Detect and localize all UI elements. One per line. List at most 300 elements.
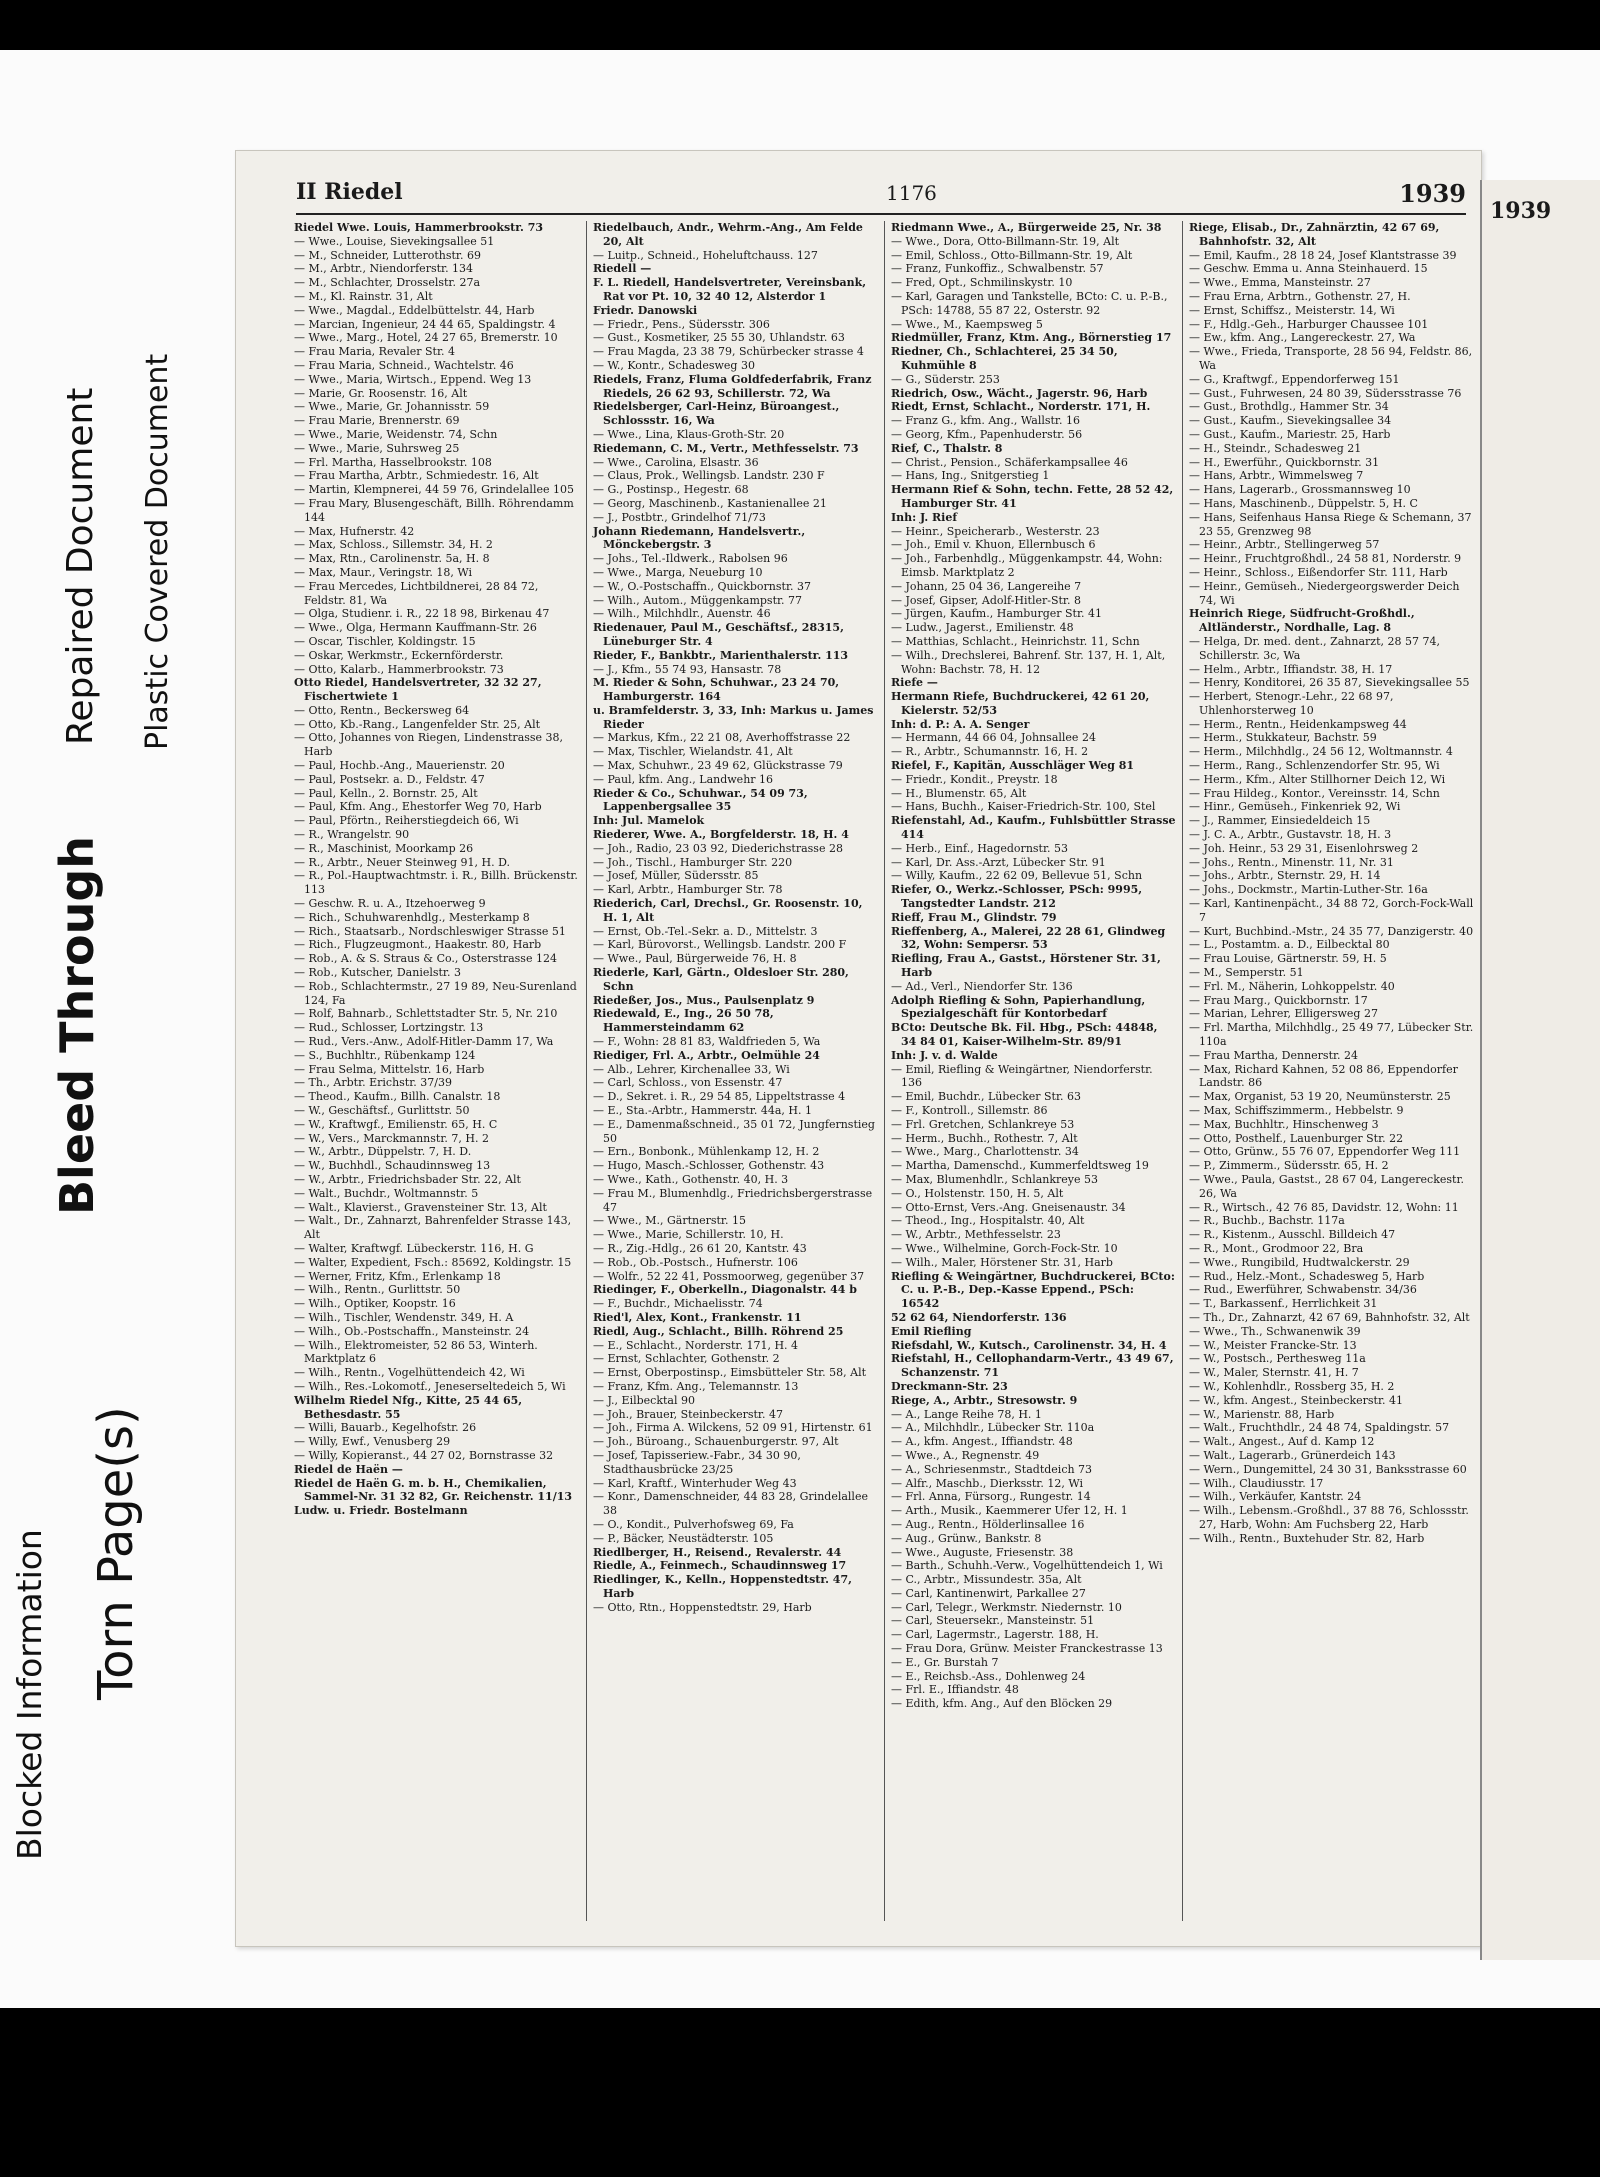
directory-entry: — Matthias, Schlacht., Heinrichstr. 11, Schn xyxy=(891,634,1140,648)
directory-entry: — A., Lange Reihe 78, H. 1 xyxy=(891,1407,1042,1421)
directory-entry: — M., Schneider, Lutterothstr. 69 xyxy=(294,248,481,262)
directory-entry: Riedlberger, H., Reisend., Revalerstr. 44 xyxy=(593,1545,842,1559)
directory-entry: — Paul, Kelln., 2. Bornstr. 25, Alt xyxy=(294,786,478,800)
directory-entry: — J., Kfm., 55 74 93, Hansastr. 78 xyxy=(593,662,782,676)
directory-entry: — Wwe., Marie, Gr. Johannisstr. 59 xyxy=(294,400,490,414)
directory-entry: Friedr. Danowski xyxy=(593,303,698,317)
directory-entry: — Rich., Staatsarb., Nordschleswiger Strasse 51 xyxy=(294,924,566,938)
directory-entry: — P., Zimmerm., Südersstr. 65, H. 2 xyxy=(1189,1159,1389,1173)
directory-entry: — W., Postsch., Perthesweg 11a xyxy=(1189,1352,1366,1366)
directory-entry: — R., Buchb., Bachstr. 117a xyxy=(1189,1214,1345,1228)
directory-entry: — Wwe., Marie, Suhrsweg 25 xyxy=(294,441,460,455)
label-repaired-document: Repaired Document xyxy=(60,387,101,745)
directory-entry: Inh: J. Rief xyxy=(891,510,958,524)
directory-entry: — Hans, Buchh., Kaiser-Friedrich-Str. 100, Stel xyxy=(891,800,1156,814)
directory-entry: Hermann Riefe, Buchdruckerei, 42 61 20, Kielerstr. 52/53 xyxy=(891,690,1150,717)
directory-entry: — Wwe., Marg., Hotel, 24 27 65, Bremerstr. 10 xyxy=(294,331,558,345)
directory-entry: — F., Buchdr., Michaelisstr. 74 xyxy=(593,1297,763,1311)
directory-entry: Riege, Elisab., Dr., Zahnärztin, 42 67 69, Bahnhofstr. 32, Alt xyxy=(1189,221,1440,248)
directory-entry: — Ern., Bonbonk., Mühlenkamp 12, H. 2 xyxy=(593,1145,820,1159)
directory-entry: Johann Riedemann, Handelsvertr., Mönckebergstr. 3 xyxy=(593,524,806,552)
directory-entry: — Oscar, Tischler, Koldingstr. 15 xyxy=(294,634,476,648)
directory-entry: — Frau Mary, Blusengeschäft, Billh. Röhrendamm 144 xyxy=(294,496,574,524)
directory-entry: Riedelsberger, Carl-Heinz, Büroangest., Schlossstr. 16, Wa xyxy=(593,400,840,428)
directory-entry: — Rud., Vers.-Anw., Adolf-Hitler-Damm 17, Wa xyxy=(294,1035,554,1049)
directory-entry: — Hermann, 44 66 04, Johnsallee 24 xyxy=(891,731,1096,745)
directory-entry: — Wwe., Magdal., Eddelbüttelstr. 44, Harb xyxy=(294,303,535,317)
directory-entry: — Frl. Anna, Fürsorg., Rungestr. 14 xyxy=(891,1490,1091,1504)
directory-entry: — Herm., Buchh., Rothestr. 7, Alt xyxy=(891,1131,1078,1145)
directory-entry: — Herm., Milchhdlg., 24 56 12, Woltmannstr. 4 xyxy=(1189,745,1453,759)
directory-entry: — Wwe., Maria, Wirtsch., Eppend. Weg 13 xyxy=(294,372,532,386)
directory-entry: — G., Süderstr. 253 xyxy=(891,372,1000,386)
directory-entry: — R., Mont., Grodmoor 22, Bra xyxy=(1189,1241,1364,1255)
directory-entry: — Max, Schiffszimmerm., Hebbelstr. 9 xyxy=(1189,1104,1404,1117)
directory-entry: — Josef, Gipser, Adolf-Hitler-Str. 8 xyxy=(891,593,1081,607)
directory-entry: — Rich., Flugzeugmont., Haakestr. 80, Harb xyxy=(294,938,542,952)
directory-entry: — Franz, Kfm. Ang., Telemannstr. 13 xyxy=(593,1379,799,1393)
directory-entry: — W., Maler, Sternstr. 41, H. 7 xyxy=(1189,1366,1359,1380)
directory-entry: Ludw. u. Friedr. Bostelmann xyxy=(294,1504,468,1518)
directory-entry: — Wilh., Rentn., Buxtehuder Str. 82, Harb xyxy=(1189,1531,1425,1545)
directory-entry: — W., Marienstr. 88, Harb xyxy=(1189,1407,1335,1421)
directory-entry: Riedrich, Osw., Wächt., Jagerstr. 96, Harb xyxy=(891,386,1148,400)
directory-entry: — Max, Tischler, Wielandstr. 41, Alt xyxy=(593,745,793,759)
column-4 xyxy=(1182,221,1474,1921)
directory-entry: — Wwe., Marg., Charlottenstr. 34 xyxy=(891,1145,1079,1159)
directory-entry: — Carl, Telegr., Werkmstr. Niedernstr. 10 xyxy=(891,1600,1122,1614)
directory-entry: — Herm., Stukkateur, Bachstr. 59 xyxy=(1189,731,1377,745)
directory-entry: — Karl, Garagen und Tankstelle, BCto: C. u. P.-B., PSch: 14788, 55 87 22, Osterstr. 92 xyxy=(891,289,1168,317)
directory-entry: Riederich, Carl, Drechsl., Gr. Roosenstr. 10, H. 1, Alt xyxy=(593,897,863,924)
directory-entry: — W., Meister Francke-Str. 13 xyxy=(1189,1338,1357,1352)
directory-entry: Emil Riefling xyxy=(891,1324,972,1338)
directory-entry: — Emil, Schloss., Otto-Billmann-Str. 19, Alt xyxy=(891,248,1133,262)
label-blocked-information: Blocked Information xyxy=(10,1529,49,1860)
directory-entry: — Kurt, Buchbind.-Mstr., 24 35 77, Danzigerstr. 40 xyxy=(1189,924,1474,938)
directory-entry: — Max, Blumenhdlr., Schlankreye 53 xyxy=(891,1172,1099,1186)
directory-entry: — Alb., Lehrer, Kirchenallee 33, Wi xyxy=(593,1062,790,1076)
directory-entry: — M., Kl. Rainstr. 31, Alt xyxy=(294,289,433,303)
directory-entry: — Jürgen, Kaufm., Hamburger Str. 41 xyxy=(891,607,1102,621)
directory-entry: — Werner, Fritz, Kfm., Erlenkamp 18 xyxy=(294,1269,501,1283)
directory-entry: — Joh., Radio, 23 03 92, Diederichstrasse 28 xyxy=(593,841,843,855)
directory-entry: — Herb., Einf., Hagedornstr. 53 xyxy=(891,841,1069,855)
directory-entry: — E., Schlacht., Norderstr. 171, H. 4 xyxy=(593,1338,799,1352)
directory-entry: — Walt., Dr., Zahnarzt, Bahrenfelder Strasse 143, Alt xyxy=(294,1214,572,1242)
directory-entry: Riefenstahl, Ad., Kaufm., Fuhlsbüttler Strasse 414 xyxy=(891,814,1176,842)
directory-entry: — Willi, Bauarb., Kegelhofstr. 26 xyxy=(294,1421,477,1435)
directory-entry: Riedemann, C. M., Vertr., Methfesselstr. 73 xyxy=(593,441,859,455)
directory-entry: — A., Milchhdlr., Lübecker Str. 110a xyxy=(891,1421,1095,1435)
directory-entry: — Joh., Büroang., Schauenburgerstr. 97, Alt xyxy=(593,1435,839,1449)
directory-entry: Riediger, Frl. A., Arbtr., Oelmühle 24 xyxy=(593,1048,820,1062)
directory-entry: — Walt., Fruchthdlr., 24 48 74, Spaldingstr. 57 xyxy=(1189,1421,1450,1435)
directory-entry: — Josef, Tapisseriew.-Fabr., 34 30 90, Stadthausbrücke 23/25 xyxy=(593,1448,801,1476)
directory-entry: — Frau Louise, Gärtnerstr. 59, H. 5 xyxy=(1189,952,1387,966)
directory-entry: — Olga, Studienr. i. R., 22 18 98, Birkenau 47 xyxy=(294,607,550,621)
directory-entry: — Marie, Gr. Roosenstr. 16, Alt xyxy=(294,386,468,400)
directory-entry: Ried'l, Alex, Kont., Frankenstr. 11 xyxy=(593,1310,802,1324)
directory-entry: — Ernst, Ob.-Tel.-Sekr. a. D., Mittelstr. 3 xyxy=(593,924,818,938)
directory-entry: — Frl. Martha, Hasselbrookstr. 108 xyxy=(294,455,492,469)
directory-entry: — Alfr., Maschb., Dierksstr. 12, Wi xyxy=(891,1476,1083,1490)
directory-entry: Rieffenberg, A., Malerei, 22 28 61, Glindweg 32, Wohn: Sempersr. 53 xyxy=(891,924,1166,952)
directory-entry: — Wolfr., 52 22 41, Possmoorweg, gegenüber 37 xyxy=(593,1269,865,1283)
directory-entry: — L., Postamtm. a. D., Eilbecktal 80 xyxy=(1189,938,1390,952)
directory-entry: — W., Geschäftsf., Gurlittstr. 50 xyxy=(294,1104,470,1117)
directory-entry: — Carl, Kantinenwirt, Parkallee 27 xyxy=(891,1586,1086,1600)
directory-entry: Riedell — xyxy=(593,262,652,276)
directory-entry: F. L. Riedell, Handelsvertreter, Vereinsbank, Rat vor Pt. 10, 32 40 12, Alsterdor 1 xyxy=(593,276,867,303)
directory-entry: — Joh., Emil v. Khuon, Ellernbusch 6 xyxy=(891,538,1096,552)
directory-entry: — Wwe., Carolina, Elsastr. 36 xyxy=(593,455,759,469)
adjacent-page-edge xyxy=(1480,180,1600,1960)
directory-entry: — R., Pol.-Hauptwachtmstr. i. R., Billh. Brückenstr. 113 xyxy=(294,869,578,897)
directory-entry: — Johs., Dockmstr., Martin-Luther-Str. 16a xyxy=(1189,883,1428,897)
scan-top-border xyxy=(0,0,1600,50)
directory-entry: — F., Wohn: 28 81 83, Waldfrieden 5, Wa xyxy=(593,1035,821,1049)
directory-entry: — Herm., Kfm., Alter Stillhorner Deich 12, Wi xyxy=(1189,772,1446,786)
directory-entry: — Max, Buchhltr., Hinschenweg 3 xyxy=(1189,1117,1379,1131)
directory-entry: — W., Kontr., Schadesweg 30 xyxy=(593,358,755,372)
directory-entry: — Heinr., Arbtr., Stellingerweg 57 xyxy=(1189,538,1380,552)
directory-entry: — Wwe., Wilhelmine, Gorch-Fock-Str. 10 xyxy=(891,1241,1118,1255)
directory-entry: — M., Arbtr., Niendorferstr. 134 xyxy=(294,262,474,276)
directory-entry: — Paul, Hochb.-Ang., Mauerienstr. 20 xyxy=(294,759,505,773)
directory-entry: Rief, C., Thalstr. 8 xyxy=(891,441,1003,455)
directory-entry: Wilhelm Riedel Nfg., Kitte, 25 44 65, Bethesdastr. 55 xyxy=(294,1393,523,1421)
directory-entry: — M., Schlachter, Drosselstr. 27a xyxy=(294,276,481,290)
directory-entry: — R., Maschinist, Moorkamp 26 xyxy=(294,841,474,855)
directory-entry: — Wilh., Res.-Lokomotf., Jeneserseltedeich 5, Wi xyxy=(294,1379,566,1393)
directory-entry: — Joh., Tischl., Hamburger Str. 220 xyxy=(593,855,793,869)
directory-entry: Rieff, Frau M., Glindstr. 79 xyxy=(891,910,1057,924)
directory-entry: Riefling, Frau A., Gastst., Hörstener Str. 31, Harb xyxy=(891,952,1161,980)
directory-entry: — Willy, Ewf., Venusberg 29 xyxy=(294,1435,451,1449)
header-year: 1939 xyxy=(1399,179,1466,208)
directory-entry: — Konr., Damenschneider, 44 83 28, Grindelallee 38 xyxy=(593,1490,868,1518)
directory-entry: u. Bramfelderstr. 3, 33, Inh: Markus u. James Rieder xyxy=(593,703,874,731)
directory-entry: Adolph Riefling & Sohn, Papierhandlung, Spezialgeschäft für Kontorbedarf xyxy=(891,993,1146,1021)
directory-entry: — W., Kraftwgf., Emilienstr. 65, H. C xyxy=(294,1117,498,1131)
directory-entry: — Gust., Kosmetiker, 25 55 30, Uhlandstr. 63 xyxy=(593,331,845,345)
directory-entry: — Johs., Tel.-Ildwerk., Rabolsen 96 xyxy=(593,552,788,566)
directory-entry: — S., Buchhltr., Rübenkamp 124 xyxy=(294,1048,476,1062)
directory-entry: — Frau Martha, Dennerstr. 24 xyxy=(1189,1048,1359,1062)
directory-entry: — Wwe., Lina, Klaus-Groth-Str. 20 xyxy=(593,427,785,441)
directory-entry: Riedel Wwe. Louis, Hammerbrookstr. 73 xyxy=(294,221,543,234)
directory-entry: — Wwe., Kath., Gothenstr. 40, H. 3 xyxy=(593,1172,789,1186)
directory-entry: — Oskar, Werkmstr., Eckernförderstr. xyxy=(294,648,504,662)
directory-entry: Riederer, Wwe. A., Borgfelderstr. 18, H. 4 xyxy=(593,828,849,842)
directory-entry: — Joh., Brauer, Steinbeckerstr. 47 xyxy=(593,1407,783,1421)
directory-entry: — Aug., Rentn., Hölderlinsallee 16 xyxy=(891,1517,1085,1531)
directory-entry: — Luitp., Schneid., Hoheluftchauss. 127 xyxy=(593,248,818,262)
directory-entry: — Max, Schuhwr., 23 49 62, Glückstrasse 79 xyxy=(593,759,843,773)
directory-entry: — Carl, Lagermstr., Lagerstr. 188, H. xyxy=(891,1628,1099,1642)
directory-entry: — Ernst, Schiffsz., Meisterstr. 14, Wi xyxy=(1189,303,1395,317)
directory-entry: Riefer, O., Werkz.-Schlosser, PSch: 9995, Tangstedter Landstr. 212 xyxy=(891,883,1143,911)
directory-entry: — Herm., Rang., Schlenzendorfer Str. 95, Wi xyxy=(1189,759,1440,773)
directory-entry: — Rob., A. & S. Straus & Co., Osterstrasse 124 xyxy=(294,952,557,966)
directory-entry: Inh: Jul. Mamelok xyxy=(593,814,705,828)
directory-entry: — Max, Hufnerstr. 42 xyxy=(294,524,415,538)
directory-entry: — Frau Hildeg., Kontor., Vereinsstr. 14, Schn xyxy=(1189,786,1440,800)
directory-entry: Riefe — xyxy=(891,676,938,690)
column-2 xyxy=(586,221,878,1921)
directory-entry: — Gust., Fuhrwesen, 24 80 39, Südersstrasse 76 xyxy=(1189,386,1462,400)
directory-entry: Riedel de Haën G. m. b. H., Chemikalien, Sammel-Nr. 31 32 82, Gr. Reichenstr. 11/13 xyxy=(294,1476,573,1504)
directory-entry: Dreckmann-Str. 23 xyxy=(891,1379,1008,1393)
directory-entry: BCto: Deutsche Bk. Fil. Hbg., PSch: 44848, 34 84 01, Kaiser-Wilhelm-Str. 89/91 xyxy=(891,1021,1158,1049)
directory-entry: — Ew., kfm. Ang., Langereckestr. 27, Wa xyxy=(1189,331,1416,345)
directory-entry: — Rolf, Bahnarb., Schlettstadter Str. 5, Nr. 210 xyxy=(294,1007,558,1021)
directory-entry: — Marian, Lehrer, Elligersweg 27 xyxy=(1189,1007,1378,1021)
directory-entry: — Hugo, Masch.-Schlosser, Gothenstr. 43 xyxy=(593,1159,825,1173)
directory-entry: — Rich., Schuhwarenhdlg., Mesterkamp 8 xyxy=(294,910,530,924)
directory-entry: Hermann Rief & Sohn, techn. Fette, 28 52 42, Hamburger Str. 41 xyxy=(891,483,1174,510)
directory-entry: Riedenauer, Paul M., Geschäftsf., 28315, Lüneburger Str. 4 xyxy=(593,621,844,648)
directory-entry: — Ernst, Oberpostinsp., Eimsbütteler Str. 58, Alt xyxy=(593,1366,867,1380)
directory-entry: — Otto, Kalarb., Hammerbrookstr. 73 xyxy=(294,662,504,676)
directory-entry: — Johs., Arbtr., Sternstr. 29, H. 14 xyxy=(1189,869,1381,883)
directory-entry: — W., Arbtr., Düppelstr. 7, H. D. xyxy=(294,1145,472,1159)
directory-entry: — Frau Maria, Revaler Str. 4 xyxy=(294,345,456,359)
directory-entry: — Walter, Expedient, Fsch.: 85692, Koldingstr. 15 xyxy=(294,1255,572,1269)
directory-entry: — Christ., Pension., Schäferkampsallee 46 xyxy=(891,455,1128,469)
directory-entry: — Hans, Seifenhaus Hansa Riege & Schemann, 37 23 55, Grenzweg 98 xyxy=(1189,510,1472,538)
directory-entry: — Wern., Dungemittel, 24 30 31, Banksstrasse 60 xyxy=(1189,1462,1467,1476)
directory-entry: — E., Reichsb.-Ass., Dohlenweg 24 xyxy=(891,1669,1086,1683)
directory-entry: — Markus, Kfm., 22 21 08, Averhoffstrasse 22 xyxy=(593,731,851,745)
directory-entry: — Wwe., Paula, Gastst., 28 67 04, Langereckestr. 26, Wa xyxy=(1189,1172,1464,1200)
page-number: 1176 xyxy=(886,181,937,205)
directory-entry: — Wilh., Verkäufer, Kantstr. 24 xyxy=(1189,1490,1362,1504)
directory-entry: — Paul, kfm. Ang., Landwehr 16 xyxy=(593,772,774,786)
directory-entry: — R., Arbtr., Schumannstr. 16, H. 2 xyxy=(891,745,1089,759)
directory-entry: Otto Riedel, Handelsvertreter, 32 32 27, Fischertwiete 1 xyxy=(294,676,542,704)
directory-entry: — Franz, Funkoffiz., Schwalbenstr. 57 xyxy=(891,262,1104,276)
directory-entry: — J., Postbtr., Grindelhof 71/73 xyxy=(593,510,766,524)
directory-entry: — Wwe., A., Regnenstr. 49 xyxy=(891,1448,1040,1462)
directory-entry: — Heinr., Schloss., Eißendorfer Str. 111, Harb xyxy=(1189,565,1448,579)
directory-entry: — Frau Maria, Schneid., Wachtelstr. 46 xyxy=(294,358,514,372)
directory-entry: — Frau M., Blumenhdlg., Friedrichsbergerstrasse 47 xyxy=(593,1186,873,1214)
directory-entry: — Otto-Ernst, Vers.-Ang. Gneisenaustr. 34 xyxy=(891,1200,1126,1214)
directory-entry: — W., kfm. Angest., Steinbeckerstr. 41 xyxy=(1189,1393,1403,1407)
directory-entry: — W., Vers., Marckmannstr. 7, H. 2 xyxy=(294,1131,489,1145)
directory-entry: — Wwe., Marga, Neueburg 10 xyxy=(593,565,763,579)
directory-entry: — Geschw. Emma u. Anna Steinhauerd. 15 xyxy=(1189,262,1428,276)
header-name: Riedel xyxy=(324,179,403,205)
directory-entry: Riedner, Ch., Schlachterei, 25 34 50, Kuhmühle 8 xyxy=(891,345,1118,372)
directory-entry: — Frau Selma, Mittelstr. 16, Harb xyxy=(294,1062,485,1076)
directory-page xyxy=(235,150,1482,1947)
directory-entry: Riedels, Franz, Fluma Goldfederfabrik, Franz Riedels, 26 62 93, Schillerstr. 72, Wa xyxy=(593,372,872,400)
directory-entry: — Walt., Klavierst., Gravensteiner Str. 13, Alt xyxy=(294,1200,547,1214)
directory-entry: — Frau Marie, Brennerstr. 69 xyxy=(294,414,460,428)
directory-entry: — A., Schriesenmstr., Stadtdeich 73 xyxy=(891,1462,1093,1476)
directory-entry: — Wwe., M., Gärtnerstr. 15 xyxy=(593,1214,746,1228)
directory-entry: — Theod., Kaufm., Billh. Canalstr. 18 xyxy=(294,1090,501,1104)
directory-entry: — R., Wirtsch., 42 76 85, Davidstr. 12, Wohn: 11 xyxy=(1189,1200,1459,1214)
directory-entry: — Rob., Kutscher, Danielstr. 3 xyxy=(294,966,461,980)
directory-entry: — Gust., Brothdlg., Hammer Str. 34 xyxy=(1189,400,1389,414)
directory-entry: — E., Sta.-Arbtr., Hammerstr. 44a, H. 1 xyxy=(593,1104,812,1117)
directory-entry: — Karl, Kraftf., Winterhuder Weg 43 xyxy=(593,1476,797,1490)
directory-entry: — Wwe., Frieda, Transporte, 28 56 94, Feldstr. 86, Wa xyxy=(1189,345,1473,372)
directory-entry: — Fred, Opt., Schmilinskystr. 10 xyxy=(891,276,1073,290)
directory-entry: — Otto, Posthelf., Lauenburger Str. 22 xyxy=(1189,1131,1404,1145)
condition-labels xyxy=(0,50,230,2008)
directory-entry: — Frau Marg., Quickbornstr. 17 xyxy=(1189,993,1368,1007)
directory-entry: Riefstahl, H., Cellophandarm-Vertr., 43 49 67, Schanzenstr. 71 xyxy=(891,1352,1174,1380)
directory-entry: Riedelbauch, Andr., Wehrm.-Ang., Am Felde 20, Alt xyxy=(593,221,863,248)
directory-entry: — M., Semperstr. 51 xyxy=(1189,966,1304,980)
directory-entry: — Walt., Buchdr., Woltmannstr. 5 xyxy=(294,1186,479,1200)
directory-entry: — Gust., Kaufm., Mariestr. 25, Harb xyxy=(1189,427,1391,441)
directory-entry: — Max, Rtn., Carolinenstr. 5a, H. 8 xyxy=(294,552,490,566)
directory-entry: — R., Zig.-Hdlg., 26 61 20, Kantstr. 43 xyxy=(593,1241,807,1255)
directory-entry: — W., Kohlenhdlr., Rossberg 35, H. 2 xyxy=(1189,1379,1395,1393)
directory-entry: — Johann, 25 04 36, Langereihe 7 xyxy=(891,579,1082,593)
label-plastic-covered-document: Plastic Covered Document xyxy=(140,353,175,750)
directory-entry: — Friedr., Kondit., Preystr. 18 xyxy=(891,772,1058,786)
directory-entry: — Wilh., Tischler, Wendenstr. 349, H. A xyxy=(294,1310,514,1324)
directory-entry: — Rud., Ewerführer, Schwabenstr. 34/36 xyxy=(1189,1283,1417,1297)
header-section-number: II xyxy=(296,179,317,205)
directory-entry: — Wwe., Th., Schwanenwik 39 xyxy=(1189,1324,1361,1338)
directory-entry: — Emil, Riefling & Weingärtner, Niendorferstr. 136 xyxy=(891,1062,1153,1090)
directory-entry: — Th., Arbtr. Erichstr. 37/39 xyxy=(294,1076,452,1090)
directory-entry: — Paul, Kfm. Ang., Ehestorfer Weg 70, Harb xyxy=(294,800,542,814)
column-3 xyxy=(884,221,1176,1921)
directory-entry: — F., Kontroll., Sillemstr. 86 xyxy=(891,1104,1048,1117)
directory-entry: Riege, A., Arbtr., Stresowstr. 9 xyxy=(891,1393,1078,1407)
column-1 xyxy=(294,221,579,1921)
directory-entry: — O., Kondit., Pulverhofsweg 69, Fa xyxy=(593,1517,794,1531)
directory-entry: — Joh., Firma A. Wilckens, 52 09 91, Hirtenstr. 61 xyxy=(593,1421,873,1435)
directory-entry: Riefling & Weingärtner, Buchdruckerei, BCto: C. u. P.-B., Dep.-Kasse Eppend., PSch: 16542 xyxy=(891,1269,1175,1311)
directory-entry: — R., Wrangelstr. 90 xyxy=(294,828,410,842)
directory-entry: Inh: J. v. d. Walde xyxy=(891,1048,998,1062)
directory-entry: — Frau Dora, Grünw. Meister Franckestrasse 13 xyxy=(891,1642,1163,1656)
directory-entry: — Wilh., Claudiusstr. 17 xyxy=(1189,1476,1324,1490)
directory-entry: — H., Steindr., Schadesweg 21 xyxy=(1189,441,1362,455)
directory-entry: — Helm., Arbtr., Iffiandstr. 38, H. 17 xyxy=(1189,662,1393,676)
directory-entry: — Wwe., Louise, Sievekingsallee 51 xyxy=(294,234,495,248)
label-bleed-through: Bleed Through xyxy=(50,835,104,1215)
directory-entry: — Wilh., Autom., Müggenkampstr. 77 xyxy=(593,593,803,607)
directory-entry: — Wilh., Maler, Hörstener Str. 31, Harb xyxy=(891,1255,1113,1269)
directory-entry: — Hans, Maschinenb., Düppelstr. 5, H. C xyxy=(1189,496,1418,510)
directory-entry: — Aug., Grünw., Bankstr. 8 xyxy=(891,1531,1042,1545)
directory-entry: — Joh. Heinr., 53 29 31, Eisenlohrsweg 2 xyxy=(1189,841,1419,855)
directory-entry: — Wilh., Optiker, Koopstr. 16 xyxy=(294,1297,456,1311)
directory-entry: — Max, Maur., Veringstr. 18, Wi xyxy=(294,565,473,579)
directory-entry: 52 62 64, Niendorferstr. 136 xyxy=(891,1310,1067,1324)
directory-entry: — Otto, Grünw., 55 76 07, Eppendorfer Weg 111 xyxy=(1189,1145,1461,1159)
directory-entry: — Wilh., Elektromeister, 52 86 53, Winterh. Marktplatz 6 xyxy=(294,1338,538,1366)
directory-entry: — Georg, Maschinenb., Kastanienallee 21 xyxy=(593,496,827,510)
directory-entry: — E., Damenmaßschneid., 35 01 72, Jungfernstieg 50 xyxy=(593,1117,875,1145)
directory-entry: — Martha, Damenschd., Kummerfeldtsweg 19 xyxy=(891,1159,1149,1173)
directory-entry: — P., Bäcker, Neustädterstr. 105 xyxy=(593,1531,774,1545)
directory-entry: Heinrich Riege, Südfrucht-Großhdl., Altländerstr., Nordhalle, Lag. 8 xyxy=(1189,607,1415,635)
directory-entry: — Frl. E., Iffiandstr. 48 xyxy=(891,1683,1019,1697)
directory-entry: Riedeßer, Jos., Mus., Paulsenplatz 9 xyxy=(593,993,815,1007)
directory-entry: — Wwe., Emma, Mansteinstr. 27 xyxy=(1189,276,1371,290)
directory-entry: Riedinger, F., Oberkelln., Diagonalstr. 44 b xyxy=(593,1283,857,1297)
directory-entry: — Th., Dr., Zahnarzt, 42 67 69, Bahnhofstr. 32, Alt xyxy=(1189,1310,1470,1324)
directory-entry: — Henry, Konditorei, 26 35 87, Sievekingsallee 55 xyxy=(1189,676,1470,690)
directory-entry: — Johs., Rentn., Minenstr. 11, Nr. 31 xyxy=(1189,855,1394,869)
directory-entry: — G., Kraftwgf., Eppendorferweg 151 xyxy=(1189,372,1400,386)
directory-entry: — O., Holstenstr. 150, H. 5, Alt xyxy=(891,1186,1064,1200)
directory-entry: — Helga, Dr. med. dent., Zahnarzt, 28 57 74, Schillerstr. 3c, Wa xyxy=(1189,634,1440,662)
directory-entry: — Wilh., Rentn., Gurlittstr. 50 xyxy=(294,1283,461,1297)
directory-entry: — Geschw. R. u. A., Itzehoerweg 9 xyxy=(294,897,486,911)
directory-entry: Riedl, Aug., Schlacht., Billh. Röhrend 25 xyxy=(593,1324,844,1338)
directory-entry: — W., O.-Postschaffn., Quickbornstr. 37 xyxy=(593,579,811,593)
directory-entry: — J., Eilbecktal 90 xyxy=(593,1393,695,1407)
directory-entry: — C., Arbtr., Missundestr. 35a, Alt xyxy=(891,1573,1082,1587)
directory-entry: — Wwe., Rungibild, Hudtwalckerstr. 29 xyxy=(1189,1255,1410,1269)
page-header xyxy=(296,173,1466,215)
directory-entry: — Willy, Kaufm., 22 62 09, Bellevue 51, Schn xyxy=(891,869,1143,883)
directory-entry: — Ernst, Schlachter, Gothenstr. 2 xyxy=(593,1352,780,1366)
directory-entry: — J. C. A., Arbtr., Gustavstr. 18, H. 3 xyxy=(1189,828,1392,842)
directory-entry: — Wwe., Olga, Hermann Kauffmann-Str. 26 xyxy=(294,621,537,635)
directory-entry: — Frl. Martha, Milchhdlg., 25 49 77, Lübecker Str. 110a xyxy=(1189,1021,1474,1049)
directory-entry: — Otto, Kb.-Rang., Langenfelder Str. 25, Alt xyxy=(294,717,541,731)
directory-entry: — Wwe., Auguste, Friesenstr. 38 xyxy=(891,1545,1074,1559)
directory-entry: — Ad., Verl., Niendorfer Str. 136 xyxy=(891,979,1073,993)
directory-entry: — Hans, Arbtr., Wimmelsweg 7 xyxy=(1189,469,1364,483)
directory-entry: — Frl. Gretchen, Schlankreye 53 xyxy=(891,1117,1075,1131)
directory-entry: — D., Sekret. i. R., 29 54 85, Lippeltstrasse 4 xyxy=(593,1090,846,1104)
directory-entry: — Rob., Ob.-Postsch., Hufnerstr. 106 xyxy=(593,1255,798,1269)
directory-entry: — R., Kistenm., Ausschl. Billdeich 47 xyxy=(1189,1228,1396,1242)
directory-entry: — Barth., Schuhh.-Verw., Vogelhüttendeich 1, Wi xyxy=(891,1559,1163,1573)
directory-entry: Riedewald, E., Ing., 26 50 78, Hammersteindamm 62 xyxy=(593,1007,774,1035)
directory-entry: — E., Gr. Burstah 7 xyxy=(891,1655,999,1669)
header-section xyxy=(296,179,403,205)
directory-entry: — A., kfm. Angest., Iffiandstr. 48 xyxy=(891,1435,1073,1449)
directory-entry: — Franz G., kfm. Ang., Wallstr. 16 xyxy=(891,414,1080,428)
directory-entry: — G., Postinsp., Hegestr. 68 xyxy=(593,483,749,497)
directory-entry: — Otto, Rtn., Hoppenstedtstr. 29, Harb xyxy=(593,1600,812,1614)
directory-entry: — Wilh., Ob.-Postschaffn., Mansteinstr. 24 xyxy=(294,1324,530,1338)
directory-entry: — Emil, Kaufm., 28 18 24, Josef Klantstrasse 39 xyxy=(1189,248,1457,262)
directory-entry: Riefel, F., Kapitän, Ausschläger Weg 81 xyxy=(891,759,1135,773)
directory-entry: — Karl, Arbtr., Hamburger Str. 78 xyxy=(593,883,783,897)
directory-columns xyxy=(294,221,1474,1921)
scan-bottom-border xyxy=(0,2008,1600,2177)
directory-entry: — Wwe., Marie, Weidenstr. 74, Schn xyxy=(294,427,498,441)
directory-entry: Riedel de Haën — xyxy=(294,1462,403,1476)
directory-entry: — Otto, Johannes von Riegen, Lindenstrasse 38, Harb xyxy=(294,731,564,759)
directory-entry: — Martin, Klempnerei, 44 59 76, Grindelallee 105 xyxy=(294,483,574,497)
directory-entry: Rieder, F., Bankbtr., Marienthalerstr. 113 xyxy=(593,648,849,662)
directory-entry: — Frau Magda, 23 38 79, Schürbecker strasse 4 xyxy=(593,345,864,359)
directory-entry: — Wilh., Rentn., Vogelhüttendeich 42, Wi xyxy=(294,1366,525,1380)
directory-entry: — Frau Mercedes, Lichtbildnerei, 28 84 72, Feldstr. 81, Wa xyxy=(294,579,539,607)
directory-entry: — Friedr., Pens., Südersstr. 306 xyxy=(593,317,770,331)
directory-entry: Riedle, A., Feinmech., Schaudinnsweg 17 xyxy=(593,1559,847,1573)
directory-entry: — Walt., Lagerarb., Grünerdeich 143 xyxy=(1189,1448,1396,1462)
